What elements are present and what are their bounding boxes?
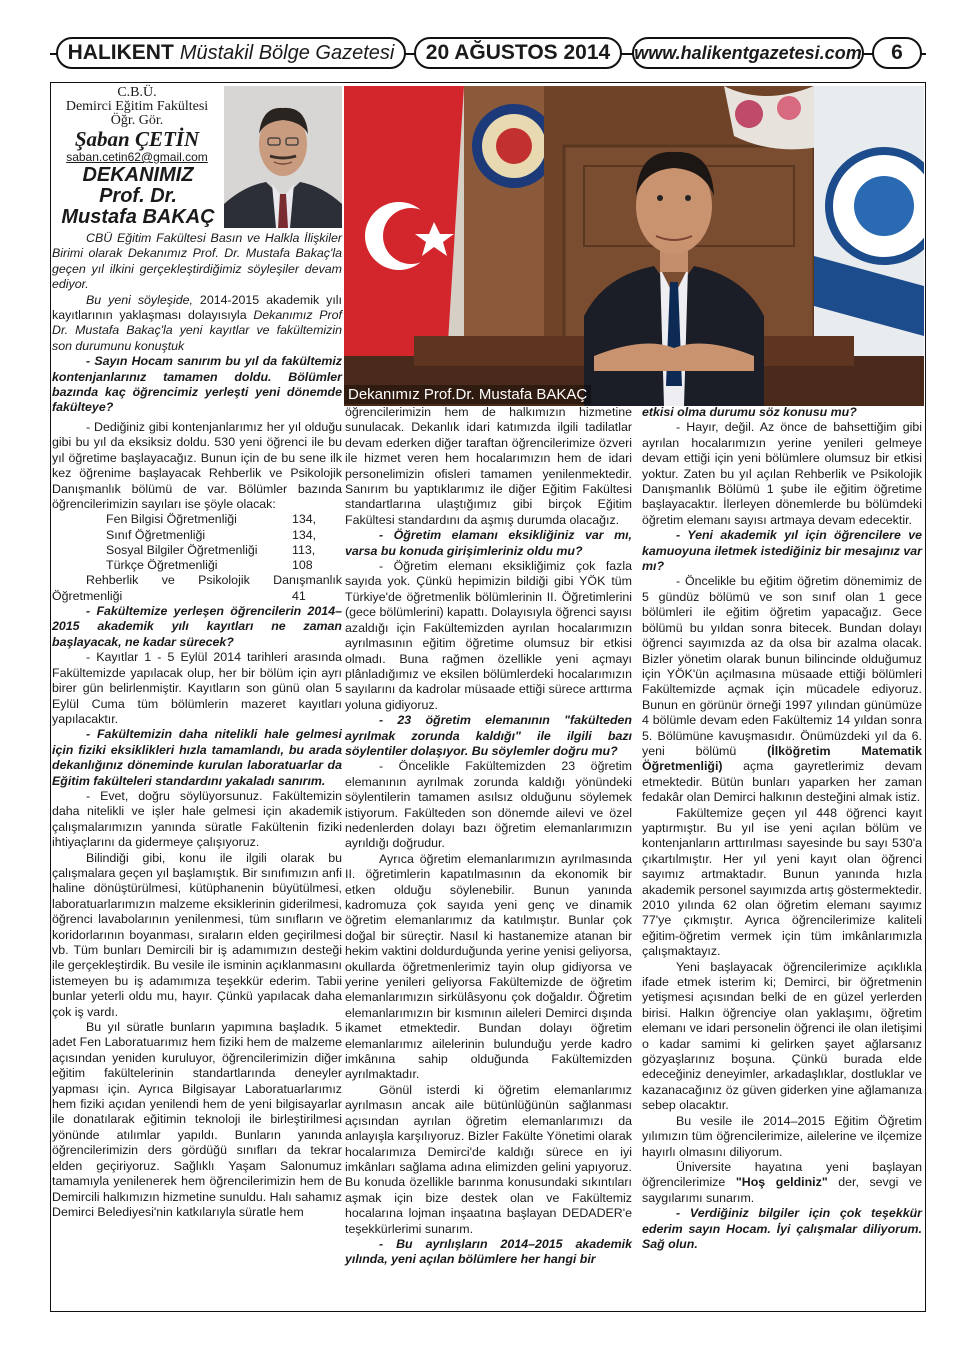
col2-answer-2a: - Öncelikle Fakültemizden 23 öğretim elemanının ayrılmak zorunda kaldığı yönündeki söylentilerin tamamen asılsız olduğunu söylemek istiyorum. Fakülteden son dönemde ailevi ve özel nedenlerden dolayı bazı öğretim elemanlarımızın ayrıldığı doğrudur. bbox=[345, 759, 632, 851]
col3-closing-question: - Verdiğiniz bilgiler için çok teşekkür ederim sayın Hocam. İyi çalışmalar diliyorum. Sağ olun. bbox=[642, 1206, 922, 1251]
byline-email[interactable]: saban.cetin62@gmail.com bbox=[66, 150, 208, 164]
department-table bbox=[52, 512, 342, 573]
col3-paragraph-4: Bu vesile ile 2014–2015 Eğitim Öğretim yılımızın tüm öğrencilerimize, ailelerine ve ilçemize hayırlı olmasını diliyorum. bbox=[642, 1113, 922, 1159]
col2-question-3: - Bu ayrılışların 2014–2015 akademik yılında, yeni açılan bölümlere her hangi bir bbox=[345, 1236, 632, 1267]
question-2: - Fakültemize yerleşen öğrencilerin 2014–2015 akademik yılı kayıtları ne zaman başlayacak, ne kadar sürecek? bbox=[52, 604, 342, 649]
table-row: Türkçe Öğretmenliği 108 bbox=[106, 558, 313, 573]
col2-question-2: - 23 öğretim elemanının "fakülteden ayrılmak zorunda kaldığı" ile ilgili bazı söylentiler dolaşıyor. Bu söylemler doğru mu? bbox=[345, 713, 632, 758]
col3-question-1: - Yeni akademik yıl için öğrencilere ve kamuoyuna iletmek istediğiniz bir mesajınız var mı? bbox=[642, 528, 922, 574]
question-1: - Sayın Hocam sanırım bu yıl da fakültemiz kontenjanlarınız tamamen doldu. Bölümler bazında kaç öğrencimiz yerleşti yeni dönemde fakülteye? bbox=[52, 354, 342, 415]
website: www.halikentgazetesi.com bbox=[634, 43, 862, 63]
issue-date: 20 AĞUSTOS 2014 bbox=[425, 41, 611, 64]
col2-answer-2c: Gönül isterdi ki öğretim elemanlarımız ayrılmasın ancak aile bütünlüğünün sağlanması açısından ayrılan öğretim elemanlarımızı da anlayışla karşılıyoruz. Bizler Fakülte Yönetimi olarak hocalarımıza Demirci'de kaldığı sürece en iyi imkânları sağlama adına elimizden gelini yapıyoruz. Bu konuda özellikle barınma konusundaki sıkıntıları aşmak için bize destek olan ve Fakültemiz hocalarına lojman inşaatına başlayan DEDADER'e teşekkürlerimi sunarım. bbox=[345, 1082, 632, 1236]
page-number: 6 bbox=[891, 41, 903, 64]
headline-line1: DEKANIMIZ bbox=[82, 164, 194, 186]
dean-photo-image bbox=[344, 86, 924, 406]
author-portrait bbox=[224, 86, 342, 228]
col2-answer-2b: Ayrıca öğretim elemanlarımızın ayrılmasında II. öğretimlerin kapatılmasının da ekonomik bir etken olduğu söylenebilir. Bunun yanında kadromuza çok sayıda yeni genç ve dinamik öğretim elemanlarımız da katılmıştır. Bunlar çok doğal bir süreçtir. Nasıl ki hastanemize atanan bir hekim vaktini doldurduğunda yerine yenisi geliyorsa, okullarda öğretmenlerimiz tayin olup gidiyorsa ve yerine yenileri geliyorsa Fakültemizde de öğretim elemanlarımızın sirkülâsyonu çok doğaldır. Öğretim elemanlarımızın bir kısmının aileleri Demirci dışında ikamet etmektedir. Bundan dolayı öğretim elemanlarımız ailelerinin bulunduğu yerde kadro imkânına sahip olduğunda Fakültemizden ayrılmaktadır. bbox=[345, 851, 632, 1082]
answer-3a: - Evet, doğru söylüyorsunuz. Fakültemizin daha nitelikli ve işler hale gelmesi için akademik çalışmalarımızın yanında süratle Fakültenin fiziki ihtiyaçlarını da gidermeye çalışıyoruz. bbox=[52, 788, 342, 850]
byline-author: Şaban ÇETİN bbox=[74, 127, 200, 151]
question-3: - Fakültemizin daha nitelikli hale gelmesi için fiziki eksiklikleri hızla tamamlandı, bu arada dekanlığınız döneminde kurulan laboratuarlar da Eğitim fakülteleri standardını yakaladı sanırım. bbox=[52, 727, 342, 788]
answer-3b: Bilindiği gibi, konu ile ilgili olarak bu çalışmalara geçen yıl başlamıştık. Bir sınıfımızın anfi haline dönüştürülmesi, kütüphanenin büyütülmesi, laboratuarlarımızın malzeme eksiklerinin giderilmesi, öğrenci lavabolarının yenilenmesi, tüm sınıfların ve koridorlarının boyanması, sıraların elden geçirilmesi vb. Tüm bunları Demircili bir iş adamımızın desteği ile gerçekleştirdik. Bu vesile ile isminin açıklanmasını istemeyen bu iş adamımıza teşekkür ederim. Tabii bunlar yeterli oldu mu, hayır. Çünkü yapılacak daha çok iş vardı. bbox=[52, 850, 342, 1019]
col3-paragraph-3: Yeni başlayacak öğrencilerimize açıklıkla ifade etmek isterim ki; Demirci, bir öğretmenin yetişmesi açısından belki de en güzel yerlerden birisi. Halkın öğrenciye olan yaklaşımı, öğretim elemanı ve idari personelin öğrenci ile olan iletişimi o kadar samimi ki gelirken şayet ağlarsanız gözyaşlarınız boşuna. Çünkü burada elde edeceğiniz deneyimler, arkadaşlıklar, dostluklar ve kazanacağınız öz güven giderken yine ağlamanıza sebep olacaktır. bbox=[642, 959, 922, 1113]
headline-line3: Mustafa BAKAÇ bbox=[61, 206, 215, 228]
col3-paragraph-2: Fakültemize geçen yıl 448 öğrenci kayıt yaptırmıştır. Bu yıl ise yeni açılan bölüm ve kontenjanların arttırılması sayesinde bu sayı 530'a çıkartılmıştır. Her yıl yeni kayıt olan öğrenci sayımız artmaktadır. Bunun yanında hızla akademik personel sayımızda artış göstermektedir. 2010 yılında 62 olan öğretim elemanı sayımız 77'ye çıkmıştır. Ayrıca öğrencilerimize kaliteli eğitim-öğretim vermek için tüm imkânlarımızla çalışmaktayız. bbox=[642, 805, 922, 959]
byline-faculty: Demirci Eğitim Fakültesi bbox=[65, 99, 209, 114]
col3-question-0: etkisi olma durumu söz konusu mu? bbox=[642, 405, 857, 419]
column-1 bbox=[52, 420, 342, 1220]
author-portrait-image bbox=[224, 86, 342, 228]
byline-title: Öğr. Gör. bbox=[110, 113, 164, 128]
table-row: Fen Bilgisi Öğretmenliği 134, bbox=[106, 512, 317, 527]
answer-3c: Bu yıl süratle bunların yapımına başladık. 5 adet Fen Laboratuarımız hem fiziki hem de malzeme açısından yeniden kuruluyor, öğrencilerimizin diğer eğitim fakültelerinin standartlarında deneyler yapması için. Ayrıca Bilgisayar Laboratuarlarımız hem fiziki açıdan yenilendi hem de yeni bilgisayarlar ile donatılarak eğitimin teknoloji ile birleştirilmesi yönünde atılımlar yapıldı. Bunların yanında öğrencilerimizin ders gördüğü sınıfları da tekrar elden geçiriyoruz. Sağlıklı Yaşam Salonumuz tamamıyla yenilenerek hem öğrencilerimizin hem de Demircili halkımızın hizmetine sunuldu. Halı sahamız Demirci Belediyesi'nin katkılarıyla süratle hem bbox=[52, 1020, 342, 1219]
paper-name-box bbox=[56, 37, 406, 69]
intro-paragraph-2: Bu yeni söyleşide, 2014-2015 akademik yılı kayıtlarının yaklaşması dolayısıyla Dekanımız Prof Dr. Mustafa Bakaç'la yeni kayıtlar ve fakültemizin son durumunu konuştuk bbox=[52, 292, 342, 353]
column-3 bbox=[642, 405, 922, 1252]
col3-answer-1: - Öncelikle bu eğitim öğretim dönemimiz de 5 gündüz bölümü ve son sınıf olan 1 gece bölümleri ile eğitim öğretim yapacağız. Gece bölümü bu yıldan sonra bitecek. Bundan dolayı öğrenci sayımızda az da olsa bir azalma olacak. Bizler yönetim olarak bunun bilincinde olduğumuz için YÖK'ün açılmasına müsaade ettiği bölümleri Fakültemizde açmak için mücadele ediyoruz. Bunun en görünür örneği 1997 yılından günümüze 4 bölümle devam eden Fakültemiz 14 yıldan sonra 5. Bölümüne kavuşmasıdır. Önümüzdeki yıl da 6. yeni bölümü (İlköğretim Matematik Öğretmenliği) açma gayretlerimiz devam etmektedir. Bütün bunları yaparken her zaman fedakâr olan Demirci halkının desteğini almak istiz. bbox=[642, 574, 922, 805]
column-2 bbox=[345, 405, 632, 1268]
intro-paragraph-1: CBÜ Eğitim Fakültesi Basın ve Halkla İlişkiler Birimi olarak Dekanımız Prof. Dr. Mustafa Bakaç'la geçen yıl ilkini gerçekleştirdiğimiz söyleşiler devam ediyor. bbox=[52, 231, 342, 292]
answer-2: - Kayıtlar 1 - 5 Eylül 2014 tarihleri arasında Fakültemizde yapılacak olup, her bir bölüm için ayrı birer gün belirlenmiştir. Kayıtların son günü olan 5 Eylül Cuma tüm bölümlerin mazeret kayıtları yapılacaktır. bbox=[52, 650, 342, 726]
col2-answer-1: - Öğretim elemanı eksikliğimiz çok fazla sayıda yok. Çünkü hepimizin bildiği gibi YÖK tüm Türkiye'de öğretmenlik bölümlerinin II. Öğretimlerini (gece bölümlerini) kapattı. Dolayısıyla öğrenci sayısı azaldığı için Fakültemizden ayrılan hocalarımızın ayrılmasının eğitim öğretime olumsuz bir etkisi olmadı. Buna rağmen özellikle yeni açmayı plânladığımız ve eksilen bölümlerdeki hocalarımızın sayılarını da kadrolar müsaade ettiği sürece arttırma yoluna gidiyoruz. bbox=[345, 559, 632, 712]
table-row: Sınıf Öğretmenliği 134, bbox=[106, 527, 317, 542]
headline-line2: Prof. Dr. bbox=[99, 185, 177, 207]
byline bbox=[52, 86, 222, 164]
column-1-intro bbox=[52, 231, 342, 416]
byline-university: C.B.Ü. bbox=[117, 85, 157, 100]
website-box bbox=[632, 37, 864, 69]
page-number-box bbox=[872, 37, 922, 69]
col3-paragraph-5: Üniversite hayatına yeni başlayan öğrencilerimize "Hoş geldiniz" der, sevgi ve saygılarımı sunarım. bbox=[642, 1159, 923, 1205]
paper-subtitle: Müstakil Bölge Gazetesi bbox=[179, 41, 395, 64]
col2-question-1: - Öğretim elamanı eksikliğiniz var mı, varsa bu konuda girişimleriniz oldu mu? bbox=[345, 528, 632, 558]
paper-name: HALIKENT bbox=[67, 41, 174, 64]
answer-1: - Dediğiniz gibi kontenjanlarımız her yıl olduğu gibi bu yıl da eksiksiz doldu. 530 yeni öğrenci ile bu yıl öğretime başlayacağız. Bunun için de bu sene ilk kez öğrenime başlayacak Rehberlik ve Psikolojik Danışmanlık bölümü de var. Bölümler bazında öğrencilerimizin sayıları ise şöyle olacak: bbox=[52, 420, 342, 512]
date-box bbox=[414, 37, 622, 69]
dean-photo bbox=[344, 86, 924, 406]
table-last-row-a: Rehberlik ve Psikolojik Danışmanlık bbox=[86, 573, 342, 588]
photo-caption: Dekanımız Prof.Dr. Mustafa BAKAÇ bbox=[344, 385, 591, 404]
col2-paragraph-1: öğrencilerimizin hem de halkımızın hizmetine sunulacak. Dekanlık idari katımızda ilgili tadilatlar devam ederken diğer taraftan öğrencilerimize özveri ile hizmet veren hem hocalarımızın hem de idari personelimizin ofisleri tamamen yenilenmektedir. Sanırım bu yaptıklarımız ile diğer Eğitim Fakültesi standartlarına ulaştığımız gibi birçok Eğitim Fakültesi standardını da aşmış durumda olacağız. bbox=[345, 405, 632, 527]
table-last-row-b: Öğretmenliği 41 bbox=[52, 588, 306, 603]
table-row: Sosyal Bilgiler Öğretmenliği 113, bbox=[106, 542, 316, 557]
col3-answer-0: - Hayır, değil. Az önce de bahsettiğim gibi ayrılan hocalarımızın yerine yenileri gelmeye devam ettiği için yeni bölümlere olumsuz bir etkisi yoktur. Zaten bu yıl açılan Rehberlik ve Psikolojik Danışmanlık Bölümü 1 şube ile eğitim öğretime başlayacaktır. İlerleyen dönemlerde bu bölümdeki öğretim elemanı sayısı artmaya devam edecektir. bbox=[642, 420, 922, 527]
headline bbox=[52, 165, 224, 228]
